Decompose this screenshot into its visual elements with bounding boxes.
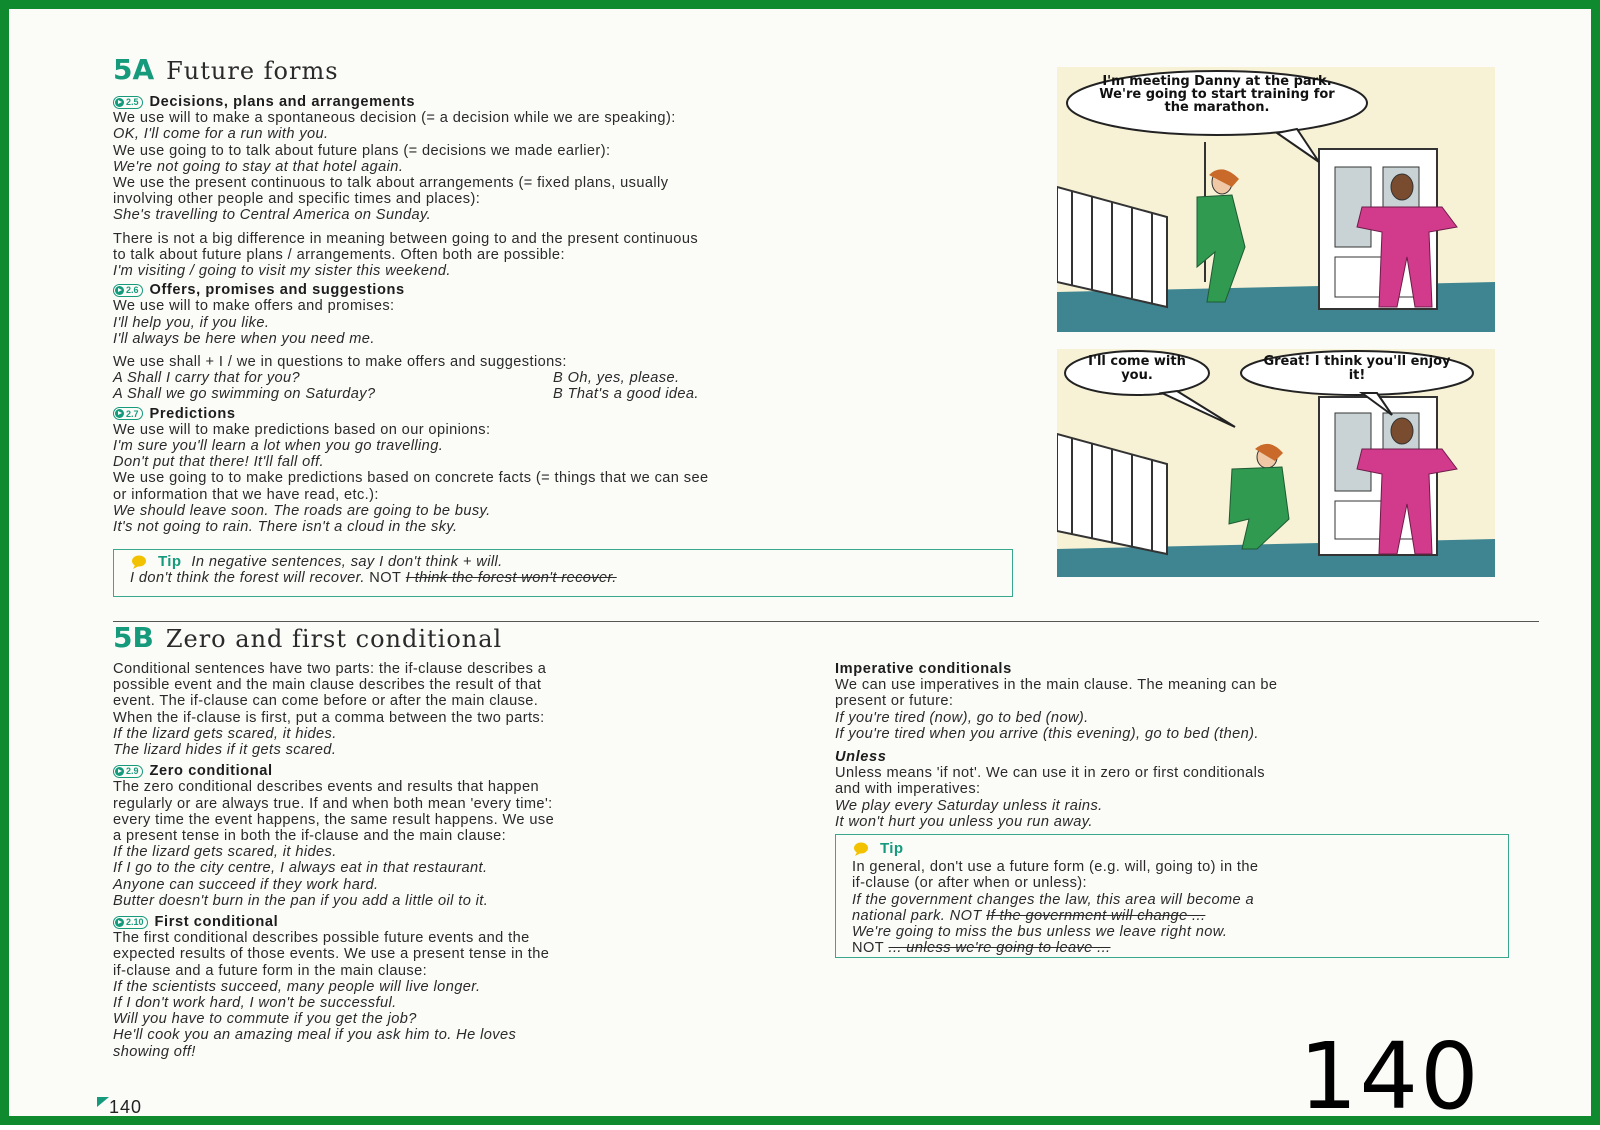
example-line: We're not going to stay at that hotel again. (113, 158, 404, 175)
example-line: If the lizard gets scared, it hides. (113, 725, 337, 742)
section-5a-body (113, 94, 1033, 535)
page-number: 140 (97, 1097, 142, 1118)
dialogue-a: A Shall we go swimming on Saturday? (113, 386, 376, 403)
tip-heading: Tip (852, 841, 1492, 857)
subheading-imperative: Imperative conditionals (835, 661, 1012, 677)
example-line: Will you have to commute if you get the job? (113, 1011, 417, 1028)
dialogue-b: B Oh, yes, please. (553, 370, 680, 387)
play-icon (115, 409, 124, 418)
text-line: expected results of those events. We use a present tense in the (113, 946, 550, 963)
text-line: to talk about future plans / arrangements. Often both are possible: (113, 246, 565, 263)
section-5a-title (113, 53, 339, 86)
large-page-number: 140 (1299, 1023, 1481, 1130)
text-line: every time the event happens, the same result happens. We use (113, 811, 555, 828)
example-line: Anyone can succeed if they work hard. (113, 876, 379, 893)
audio-badge[interactable]: 2.7 (113, 407, 143, 420)
cartoon-illustration (1057, 349, 1495, 577)
text-line: or information that we have read, etc.): (113, 486, 379, 503)
subheading-predictions: 2.7 Predictions (113, 406, 1033, 422)
text-line: We use will to make predictions based on our opinions: (113, 421, 491, 438)
play-icon (115, 98, 124, 107)
audio-badge[interactable]: 2.10 (113, 916, 148, 929)
tip-not-label: NOT (852, 940, 885, 957)
section-5b-title (113, 621, 502, 654)
section-heading: Zero and first conditional (165, 625, 503, 653)
play-icon (115, 767, 124, 776)
example-line: We should leave soon. The roads are going to be busy. (113, 502, 491, 519)
tip-wrong-example: I think the forest won't recover. (405, 570, 617, 587)
tip-box-5a (113, 549, 1013, 597)
example-line: OK, I'll come for a run with you. (113, 126, 329, 143)
speech-bubble-2: I'll come with you. (1088, 355, 1186, 383)
example-line: If I don't work hard, I won't be successful. (113, 995, 397, 1012)
text-line: a present tense in both the if-clause and the main clause: (113, 828, 507, 845)
section-5b-right-column (835, 661, 1535, 830)
text-line: present or future: (835, 693, 954, 710)
example-line: I'm visiting / going to visit my sister this weekend. (113, 263, 451, 280)
example-line: I'll help you, if you like. (113, 314, 270, 331)
text-line: possible event and the main clause describes the result of that (113, 677, 542, 694)
tip-wrong-example: ... unless we're going to leave ... (888, 940, 1111, 957)
example-line: He'll cook you an amazing meal if you ask him to. He loves (113, 1027, 517, 1044)
text-line: There is not a big difference in meaning between going to and the present continuous (113, 230, 699, 247)
example-line: I'm sure you'll learn a lot when you go travelling. (113, 438, 444, 455)
audio-badge[interactable]: 2.9 (113, 765, 143, 778)
dialogue-row (113, 386, 1033, 402)
speech-bubble-1: I'm meeting Danny at the park. We're going to start training for the marathon. (1099, 75, 1335, 115)
subheading-decisions: 2.5 Decisions, plans and arrangements (113, 94, 1033, 110)
tip-box-5b (835, 834, 1509, 958)
cartoon-illustration (1057, 67, 1495, 332)
example-line: She's travelling to Central America on Sunday. (113, 207, 432, 224)
audio-badge[interactable]: 2.5 (113, 96, 143, 109)
audio-badge[interactable]: 2.6 (113, 284, 143, 297)
example-line: We play every Saturday unless it rains. (835, 797, 1103, 814)
text-line: We use going to to talk about future plans (= decisions we made earlier): (113, 142, 611, 159)
subheading-first-conditional: 2.10 First conditional (113, 914, 803, 930)
section-number: 5A (113, 53, 155, 86)
text-line: Unless means 'if not'. We can use it in zero or first conditionals (835, 765, 1265, 782)
tip-line: if-clause (or after when or unless): (852, 875, 1088, 892)
section-5b-left-column (113, 661, 803, 1060)
dialogue-b: B That's a good idea. (553, 386, 699, 403)
tip-example: I don't think the forest will recover. (130, 570, 365, 587)
subheading-offers: 2.6 Offers, promises and suggestions (113, 282, 1033, 298)
section-number: 5B (113, 621, 154, 654)
example-line: If you're tired (now), go to bed (now). (835, 709, 1089, 726)
speech-bulb-icon (130, 554, 150, 570)
text-line: if-clause and a future form in the main clause: (113, 962, 428, 979)
text-line: We use going to to make predictions based on concrete facts (= things that we can see (113, 470, 709, 487)
text-line: We use the present continuous to talk about arrangements (= fixed plans, usually (113, 175, 669, 192)
tip-line: In general, don't use a future form (e.g. will, going to) in the (852, 859, 1259, 876)
text-line: event. The if-clause can come before or after the main clause. (113, 693, 539, 710)
text-line: When the if-clause is first, put a comma between the two parts: (113, 709, 545, 726)
speech-bubble-3: Great! I think you'll enjoy it! (1263, 355, 1451, 383)
text-line: Conditional sentences have two parts: the if-clause describes a (113, 661, 547, 677)
text-line: The zero conditional describes events and results that happen (113, 779, 539, 796)
example-line: If the scientists succeed, many people will live longer. (113, 978, 481, 995)
tip-not-label: NOT (369, 570, 402, 587)
example-line: If the lizard gets scared, it hides. (113, 844, 337, 861)
text-line: We use will to make a spontaneous decision (= a decision while we are speaking): (113, 110, 676, 127)
text-line: We use will to make offers and promises: (113, 298, 395, 315)
cartoon-panel-top (1057, 67, 1495, 332)
example-line: Butter doesn't burn in the pan if you add a little oil to it. (113, 892, 489, 909)
dialogue-a: A Shall I carry that for you? (113, 370, 301, 387)
text-line: involving other people and specific times and places): (113, 191, 481, 208)
subheading-unless: Unless (835, 749, 887, 766)
tip-example: If the government changes the law, this area will become a (852, 891, 1255, 908)
example-line: Don't put that there! It'll fall off. (113, 454, 325, 471)
tip-heading: Tip (130, 554, 181, 570)
text-line: We can use imperatives in the main clause. The meaning can be (835, 677, 1278, 694)
tip-example: national park. NOT (852, 907, 982, 924)
text-line: and with imperatives: (835, 781, 981, 798)
tip-example: We're going to miss the bus unless we leave right now. (852, 924, 1228, 941)
tip-text: In negative sentences, say I don't think + will. (191, 554, 503, 570)
section-heading: Future forms (166, 57, 339, 85)
play-icon (115, 286, 124, 295)
dialogue-row (113, 370, 1033, 386)
example-line: I'll always be here when you need me. (113, 330, 375, 347)
tip-wrong-example: If the government will change ... (986, 907, 1206, 924)
example-line: The lizard hides if it gets scared. (113, 742, 337, 759)
example-line: If I go to the city centre, I always eat in that restaurant. (113, 860, 488, 877)
cartoon-panel-bottom (1057, 349, 1495, 577)
speech-bulb-icon (852, 841, 872, 857)
text-line: We use shall + I / we in questions to make offers and suggestions: (113, 354, 567, 371)
example-line: It's not going to rain. There isn't a cloud in the sky. (113, 519, 458, 536)
example-line: showing off! (113, 1043, 196, 1060)
example-line: It won't hurt you unless you run away. (835, 813, 1093, 830)
text-line: regularly or are always true. If and when both mean 'every time': (113, 795, 553, 812)
example-line: If you're tired when you arrive (this evening), go to bed (then). (835, 725, 1259, 742)
corner-triangle-icon (97, 1097, 109, 1107)
play-icon (115, 918, 124, 927)
text-line: The first conditional describes possible future events and the (113, 930, 530, 947)
subheading-zero-conditional: 2.9 Zero conditional (113, 763, 803, 779)
